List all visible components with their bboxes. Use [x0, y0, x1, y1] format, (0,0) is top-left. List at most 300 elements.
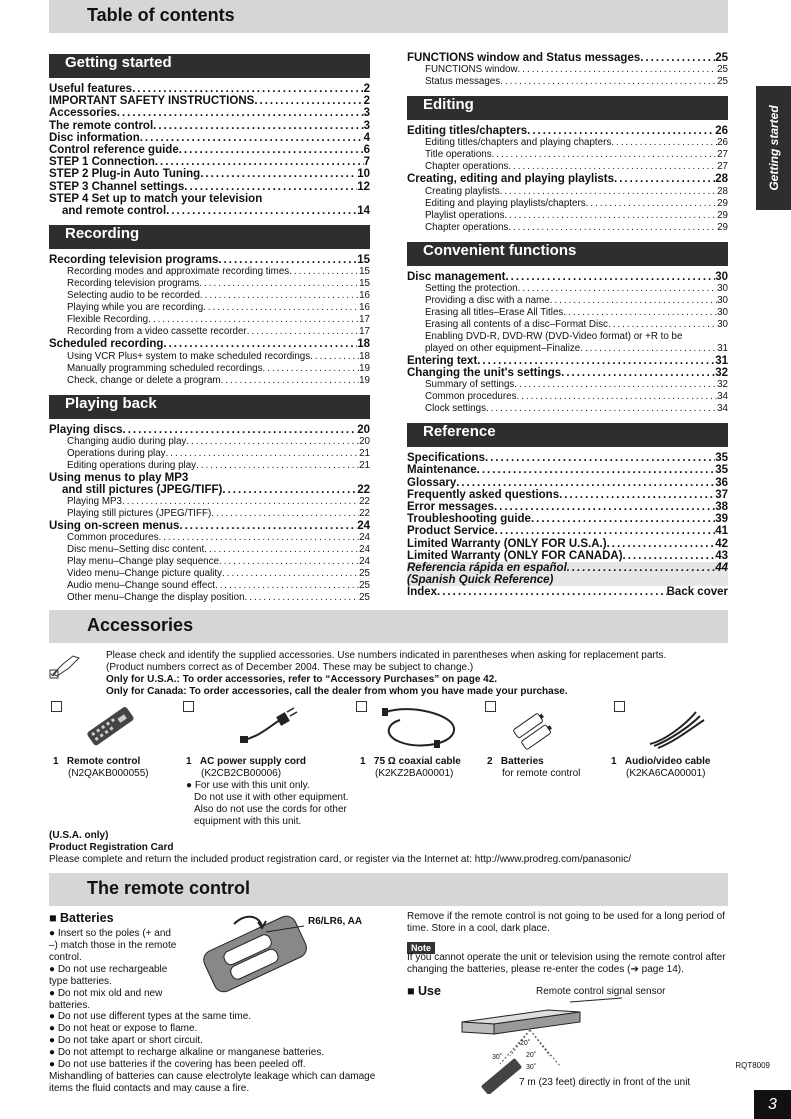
toc-leader-dots [148, 314, 359, 326]
toc-page-number: 20 [357, 423, 370, 436]
toc-leader-dots [203, 302, 359, 314]
toc-page-number: 30 [717, 306, 728, 318]
toc-entry[interactable] [49, 193, 370, 205]
toc-entry-text: Playlist operations [425, 209, 505, 221]
toc-leader-dots [179, 520, 357, 532]
toc-entry[interactable] [407, 574, 728, 586]
toc-entry[interactable] [407, 64, 728, 76]
toc-entry-text: Recording from a video cassette recorder [67, 326, 247, 338]
toc-entry[interactable] [49, 254, 370, 266]
battery-bullets-bottom: ● Do not use different types at the same time. ● Do not heat or expose to flame. ● Do not take apart or short circuit. ● Do not attempt to recharge alkaline or manganese batteries. ● Do not use batteries if the covering has been peeled off. Mishandling of batteries can cause electrolyte leakage which can damage items the fluid contacts and may cause a fire. [49, 1011, 376, 1094]
toc-page-number: 31 [715, 354, 728, 367]
toc-leader-dots [531, 513, 715, 525]
toc-leader-dots [495, 525, 716, 537]
toc-entry[interactable] [49, 156, 370, 168]
side-tab[interactable]: Getting started [756, 86, 791, 210]
toc-entry-text: played on other equipment–Finalize [425, 342, 581, 354]
toc-page-number: 2 [363, 83, 370, 95]
toc-leader-dots [477, 464, 716, 476]
toc-leader-dots [310, 351, 359, 363]
toc-entry-text: Recording television programs [67, 278, 200, 290]
toc-entry[interactable] [49, 266, 370, 278]
toc-leader-dots [614, 173, 715, 185]
toc-page-number: 6 [363, 144, 370, 157]
toc-entry-text: Chapter operations [425, 161, 509, 173]
power-cord-image [240, 706, 300, 746]
angle-30-left: 30˚ [492, 1054, 503, 1061]
toc-entry-text: Title operations [425, 149, 492, 161]
toc-entry[interactable] [49, 375, 370, 387]
toc-entry-text: Flexible Recording [67, 314, 149, 326]
page-number: 3 [754, 1090, 791, 1119]
toc-page-number: 25 [359, 580, 370, 592]
use-heading: ■ Use [407, 984, 441, 998]
toc-entry[interactable] [407, 222, 728, 234]
toc-entry-text: Common procedures [425, 391, 517, 403]
toc-entry[interactable] [49, 472, 370, 484]
checkbox-cord[interactable] [183, 701, 194, 712]
toc-entry[interactable] [49, 568, 370, 580]
battery-insert-image [186, 912, 316, 1002]
toc-entry[interactable] [407, 137, 728, 149]
toc-entry[interactable] [49, 363, 370, 375]
toc-entry[interactable] [49, 278, 370, 290]
toc-leader-dots [215, 580, 359, 592]
toc-entry[interactable] [49, 580, 370, 592]
toc-page-number: 12 [357, 180, 370, 193]
toc-entry[interactable] [407, 452, 728, 464]
toc-entry-text: Glossary [407, 476, 457, 489]
toc-entry[interactable] [407, 513, 728, 525]
registration-card-section: (U.S.A. only) Product Registration Card Please complete and return the included product registration card, or register via the Internet at: http://www.prodreg.com/panasonic/ [49, 830, 631, 865]
angle-20-right: 20˚ [526, 1052, 537, 1059]
toc-entry-text: Chapter operations [425, 221, 509, 233]
checkbox-av-cable[interactable] [614, 701, 625, 712]
toc-page-number: 26 [715, 125, 728, 138]
toc-entry[interactable] [49, 508, 370, 520]
toc-leader-dots [561, 367, 715, 379]
toc-page-number: 44 [715, 562, 728, 575]
toc-entry[interactable] [407, 307, 728, 319]
toc-leader-dots [580, 343, 717, 355]
toc-leader-dots [527, 125, 715, 137]
toc-leader-dots [221, 375, 360, 387]
toc-leader-dots [245, 592, 360, 604]
toc-left-column [49, 52, 370, 610]
sensor-label: Remote control signal sensor [536, 986, 666, 997]
toc-entry-text: STEP 2 Plug-in Auto Tuning [49, 168, 201, 181]
toc-entry[interactable] [407, 501, 728, 513]
toc-page-number: 31 [717, 342, 728, 354]
toc-entry-text: Manually programming scheduled recordings [67, 362, 263, 374]
toc-leader-dots [184, 181, 357, 193]
toc-entry-text: Summary of settings [425, 379, 515, 391]
toc-entry[interactable] [49, 448, 370, 460]
av-cable-image [646, 704, 706, 750]
toc-entry[interactable] [49, 436, 370, 448]
toc-page-number: 17 [359, 326, 370, 338]
toc-entry[interactable] [407, 173, 728, 185]
toc-entry-text: Editing operations during play [67, 459, 197, 471]
toc-entry[interactable] [49, 168, 370, 180]
toc-entry[interactable] [407, 343, 728, 355]
toc-leader-dots [117, 107, 364, 119]
toc-entry[interactable] [49, 83, 370, 95]
toc-entry-text: Changing audio during play [67, 435, 187, 447]
toc-entry[interactable] [407, 562, 728, 574]
toc-entry-text: Playing while you are recording [67, 302, 204, 314]
toc-page-number: 34 [717, 403, 728, 415]
toc-entry-text: Specifications [407, 452, 485, 465]
toc-entry[interactable] [407, 489, 728, 501]
toc-entry-text: FUNCTIONS window [425, 64, 518, 76]
section-header: Reference [407, 423, 728, 447]
toc-entry[interactable] [407, 367, 728, 379]
toc-page-number: Back cover [666, 586, 728, 599]
toc-entry-text: Control reference guide [49, 144, 179, 157]
toc-leader-dots [219, 556, 359, 568]
toc-page-number: 26 [717, 137, 728, 149]
toc-leader-dots [263, 363, 360, 375]
toc-leader-dots [222, 568, 359, 580]
distance-label: 7 m (23 feet) directly in front of the unit [519, 1077, 691, 1088]
section-header: Getting started [49, 54, 370, 78]
toc-leader-dots [500, 186, 717, 198]
toc-entry[interactable] [49, 95, 370, 107]
toc-page-number: 18 [357, 338, 370, 351]
toc-leader-dots [586, 198, 717, 210]
toc-entry[interactable] [49, 424, 370, 436]
toc-page-number: 38 [715, 501, 728, 514]
accessory-power-cord: 1 AC power supply cord (K2CB2CB00006) ● For use with this unit only. Do not use it with other equipment. Also do not use the cords for other equipment with this unit. [186, 756, 349, 827]
toc-leader-dots [179, 144, 364, 156]
toc-leader-dots [211, 508, 359, 520]
toc-page-number: 36 [715, 476, 728, 489]
toc-leader-dots [559, 489, 715, 501]
toc-page-number: 30 [717, 294, 728, 306]
toc-entry-text: STEP 4 Set up to match your television [49, 192, 263, 205]
toc-leader-dots [158, 532, 359, 544]
toc-page-number: 27 [717, 161, 728, 173]
toc-entry-text: Creating, editing and playing playlists [407, 173, 615, 186]
toc-leader-dots [199, 278, 359, 290]
toc-page-number: 17 [359, 314, 370, 326]
toc-page-number: 7 [363, 156, 370, 169]
toc-page-number: 3 [363, 107, 370, 120]
toc-page-number: 42 [715, 537, 728, 550]
toc-entry[interactable] [49, 144, 370, 156]
toc-leader-dots [132, 83, 364, 95]
toc-leader-dots [218, 254, 357, 266]
toc-leader-dots [153, 120, 363, 132]
toc-entry-text: Selecting audio to be recorded [67, 290, 200, 302]
toc-page-number: 30 [717, 318, 728, 330]
toc-entry-text: (Spanish Quick Reference) [407, 574, 554, 587]
toc-page-number: 28 [715, 173, 728, 186]
toc-entry[interactable] [407, 538, 728, 550]
toc-leader-dots [563, 307, 717, 319]
toc-entry-text: Recording modes and approximate recording times [67, 266, 290, 278]
toc-header-band [49, 0, 728, 33]
battery-bullets-top: ● Insert so the poles (+ and –) match those in the remote control. ● Do not use rechargeable type batteries. ● Do not mix old and new batteries. [49, 928, 177, 1011]
toc-entry-text: STEP 1 Connection [49, 156, 155, 169]
toc-page-number: 24 [359, 556, 370, 568]
toc-leader-dots [123, 424, 358, 436]
toc-entry[interactable] [49, 132, 370, 144]
toc-entry-text: and remote control [62, 205, 167, 218]
toc-entry[interactable] [49, 532, 370, 544]
toc-entry[interactable] [49, 338, 370, 350]
toc-entry[interactable] [407, 464, 728, 476]
battery-type-label: R6/LR6, AA [308, 916, 363, 927]
toc-page-number: 29 [717, 221, 728, 233]
toc-entry-text: STEP 3 Channel settings [49, 180, 185, 193]
remote-control-image [85, 704, 137, 750]
toc-page-number: 28 [717, 185, 728, 197]
toc-leader-dots [518, 283, 718, 295]
toc-leader-dots [477, 355, 715, 367]
toc-entry[interactable] [49, 351, 370, 363]
toc-leader-dots [611, 137, 717, 149]
toc-page-number: 19 [359, 374, 370, 386]
toc-page-number: 3 [363, 119, 370, 132]
toc-entry[interactable] [407, 52, 728, 64]
toc-page-number: 32 [715, 367, 728, 380]
toc-leader-dots [608, 319, 717, 331]
toc-page-number: 24 [357, 520, 370, 533]
toc-entry-text: Operations during play [67, 447, 166, 459]
toc-page-number: 22 [359, 508, 370, 520]
checkbox-coax[interactable] [356, 701, 367, 712]
toc-leader-dots [607, 538, 716, 550]
toc-entry[interactable] [49, 120, 370, 132]
toc-entry[interactable] [49, 484, 370, 496]
section-header: Editing [407, 96, 728, 120]
toc-page-number: 29 [717, 197, 728, 209]
toc-page-number: 16 [359, 302, 370, 314]
toc-entry[interactable] [407, 125, 728, 137]
section-header: Recording [49, 225, 370, 249]
toc-leader-dots [456, 477, 715, 489]
toc-entry-text: Playing discs [49, 423, 123, 436]
toc-entry[interactable] [49, 107, 370, 119]
check-hand-icon [49, 650, 83, 680]
toc-entry-text: Providing a disc with a name [425, 294, 550, 306]
toc-leader-dots [567, 562, 715, 574]
note-label: Note [407, 938, 435, 956]
toc-page-number: 25 [717, 76, 728, 88]
toc-leader-dots [200, 168, 357, 180]
toc-entry-text: Setting the protection [425, 282, 518, 294]
toc-leader-dots [516, 391, 717, 403]
remove-text: Remove if the remote control is not going to be used for a long period of time. Store in a cool, dark place. [407, 911, 725, 934]
toc-entry[interactable] [407, 210, 728, 222]
toc-entry[interactable] [407, 379, 728, 391]
toc-page-number: 27 [717, 149, 728, 161]
toc-leader-dots [437, 586, 667, 598]
toc-leader-dots [508, 222, 717, 234]
toc-entry-text: Editing titles/chapters [407, 125, 528, 138]
page-title: Table of contents [87, 5, 235, 25]
toc-leader-dots [204, 544, 359, 556]
toc-leader-dots [505, 210, 718, 222]
toc-page-number: 15 [359, 278, 370, 290]
accessories-band [49, 610, 728, 643]
toc-entry[interactable] [49, 556, 370, 568]
toc-entry[interactable] [49, 496, 370, 508]
toc-page-number: 25 [715, 52, 728, 64]
toc-entry[interactable] [407, 149, 728, 161]
toc-entry-text: Playing MP3 [67, 496, 122, 508]
toc-entry[interactable] [407, 355, 728, 367]
toc-entry[interactable] [407, 283, 728, 295]
toc-entry-text: Entering text [407, 354, 478, 367]
toc-leader-dots [196, 460, 359, 472]
toc-entry-text: Video menu–Change picture quality [67, 568, 223, 580]
toc-entry[interactable] [407, 403, 728, 415]
toc-entry-text: Disc management [407, 270, 506, 283]
toc-leader-dots [505, 271, 715, 283]
toc-entry-text: Product Service [407, 525, 495, 538]
toc-entry[interactable] [407, 271, 728, 283]
toc-page-number: 24 [359, 544, 370, 556]
toc-entry-text: Common procedures [67, 532, 159, 544]
checkbox-batteries[interactable] [485, 701, 496, 712]
toc-page-number: 21 [359, 459, 370, 471]
toc-page-number: 10 [357, 168, 370, 181]
toc-leader-dots [550, 295, 717, 307]
toc-entry-text: Status messages [425, 76, 501, 88]
toc-entry[interactable] [49, 314, 370, 326]
toc-entry-text: Disc information [49, 131, 140, 144]
toc-entry[interactable] [407, 525, 728, 537]
toc-page-number: 32 [717, 379, 728, 391]
note-text: If you cannot operate the unit or television using the remote control after changing the batteries, please re-enter the codes (➔ page 14). [407, 952, 726, 975]
toc-page-number: 30 [715, 270, 728, 283]
toc-entry-text: Check, change or delete a program [67, 374, 221, 386]
toc-page-number: 15 [357, 254, 370, 267]
toc-leader-dots [122, 496, 359, 508]
toc-page-number: 34 [717, 391, 728, 403]
toc-page-number: 25 [359, 592, 370, 604]
coaxial-cable-image [380, 704, 460, 754]
toc-entry-text: Maintenance [407, 464, 477, 477]
toc-entry[interactable] [407, 161, 728, 173]
toc-leader-dots [166, 448, 360, 460]
toc-page-number: 22 [359, 496, 370, 508]
toc-entry-text: Accessories [49, 107, 117, 120]
toc-entry[interactable] [49, 326, 370, 338]
angle-20-left: 20˚ [520, 1040, 531, 1047]
toc-entry-text: Error messages [407, 501, 494, 514]
toc-entry-text: Using menus to play MP3 [49, 471, 189, 484]
toc-page-number: 2 [363, 95, 370, 108]
angle-30-right: 30˚ [526, 1064, 537, 1071]
toc-entry-text: Enabling DVD-R, DVD-RW (DVD-Video format) or +R to be [425, 330, 683, 342]
toc-leader-dots [186, 436, 359, 448]
toc-leader-dots [508, 161, 717, 173]
toc-page-number: 43 [715, 549, 728, 562]
toc-entry[interactable] [407, 391, 728, 403]
toc-entry[interactable] [407, 295, 728, 307]
toc-entry-text: FUNCTIONS window and Status messages [407, 52, 641, 64]
toc-page-number: 14 [357, 205, 370, 218]
toc-leader-dots [485, 452, 715, 464]
toc-entry[interactable] [49, 544, 370, 556]
toc-entry[interactable] [407, 331, 728, 343]
accessory-av-cable: 1 Audio/video cable (K2KA6CA00001) [611, 756, 711, 779]
toc-entry-text: Useful features [49, 83, 133, 95]
toc-leader-dots [200, 290, 359, 302]
remote-control-band [49, 873, 728, 906]
toc-page-number: 35 [715, 464, 728, 477]
toc-entry[interactable] [49, 520, 370, 532]
toc-leader-dots [247, 326, 359, 338]
toc-entry-text: Erasing all contents of a disc–Format Disc [425, 318, 608, 330]
toc-page-number: 41 [715, 525, 728, 538]
toc-entry-text: Recording television programs [49, 254, 219, 267]
toc-entry[interactable] [407, 319, 728, 331]
toc-entry-text: Scheduled recording [49, 338, 164, 351]
toc-page-number: 25 [359, 568, 370, 580]
toc-leader-dots [155, 156, 364, 168]
toc-entry[interactable] [49, 460, 370, 472]
toc-entry-text: Editing and playing playlists/chapters [425, 197, 586, 209]
toc-page-number: 15 [359, 266, 370, 278]
toc-entry-text: Disc menu–Setting disc content [67, 544, 205, 556]
toc-entry[interactable] [49, 592, 370, 604]
toc-page-number: 37 [715, 488, 728, 501]
toc-entry[interactable] [49, 205, 370, 217]
toc-leader-dots [623, 550, 716, 562]
toc-entry[interactable] [49, 181, 370, 193]
toc-entry[interactable] [407, 186, 728, 198]
toc-entry[interactable] [407, 477, 728, 489]
toc-leader-dots [500, 76, 717, 88]
toc-leader-dots [492, 149, 717, 161]
toc-entry[interactable] [49, 302, 370, 314]
toc-entry-text: Index [407, 586, 438, 599]
toc-entry-text: Limited Warranty (ONLY FOR U.S.A.) [407, 537, 607, 550]
toc-page-number: 29 [717, 209, 728, 221]
toc-entry[interactable] [49, 290, 370, 302]
toc-entry-text: IMPORTANT SAFETY INSTRUCTIONS [49, 95, 255, 108]
toc-entry[interactable] [407, 550, 728, 562]
toc-entry-text: Creating playlists [425, 185, 500, 197]
toc-page-number: 4 [363, 131, 370, 144]
toc-page-number: 18 [359, 350, 370, 362]
section-header: Playing back [49, 395, 370, 419]
toc-entry-text: Audio menu–Change sound effect [67, 580, 215, 592]
toc-entry[interactable] [407, 76, 728, 88]
accessory-remote: 1 Remote control (N2QAKB000055) [53, 756, 149, 779]
toc-entry-text: Referencia rápida en español [407, 562, 567, 575]
checkbox-remote[interactable] [51, 701, 62, 712]
toc-entry-text: Clock settings [425, 403, 486, 415]
toc-page-number: 16 [359, 290, 370, 302]
toc-page-number: 22 [357, 484, 370, 497]
toc-entry[interactable] [407, 586, 728, 598]
toc-entry-text: Other menu–Change the display position [67, 592, 245, 604]
model-code: RQT8009 [735, 1061, 770, 1070]
toc-entry[interactable] [407, 198, 728, 210]
toc-entry-text: Using VCR Plus+ system to make scheduled recordings [67, 350, 311, 362]
batteries-heading: ■ Batteries [49, 911, 114, 925]
toc-entry-text: Limited Warranty (ONLY FOR CANADA) [407, 549, 623, 562]
toc-entry-text: The remote control [49, 119, 154, 132]
toc-leader-dots [140, 132, 364, 144]
toc-entry-text: Troubleshooting guide [407, 513, 531, 526]
